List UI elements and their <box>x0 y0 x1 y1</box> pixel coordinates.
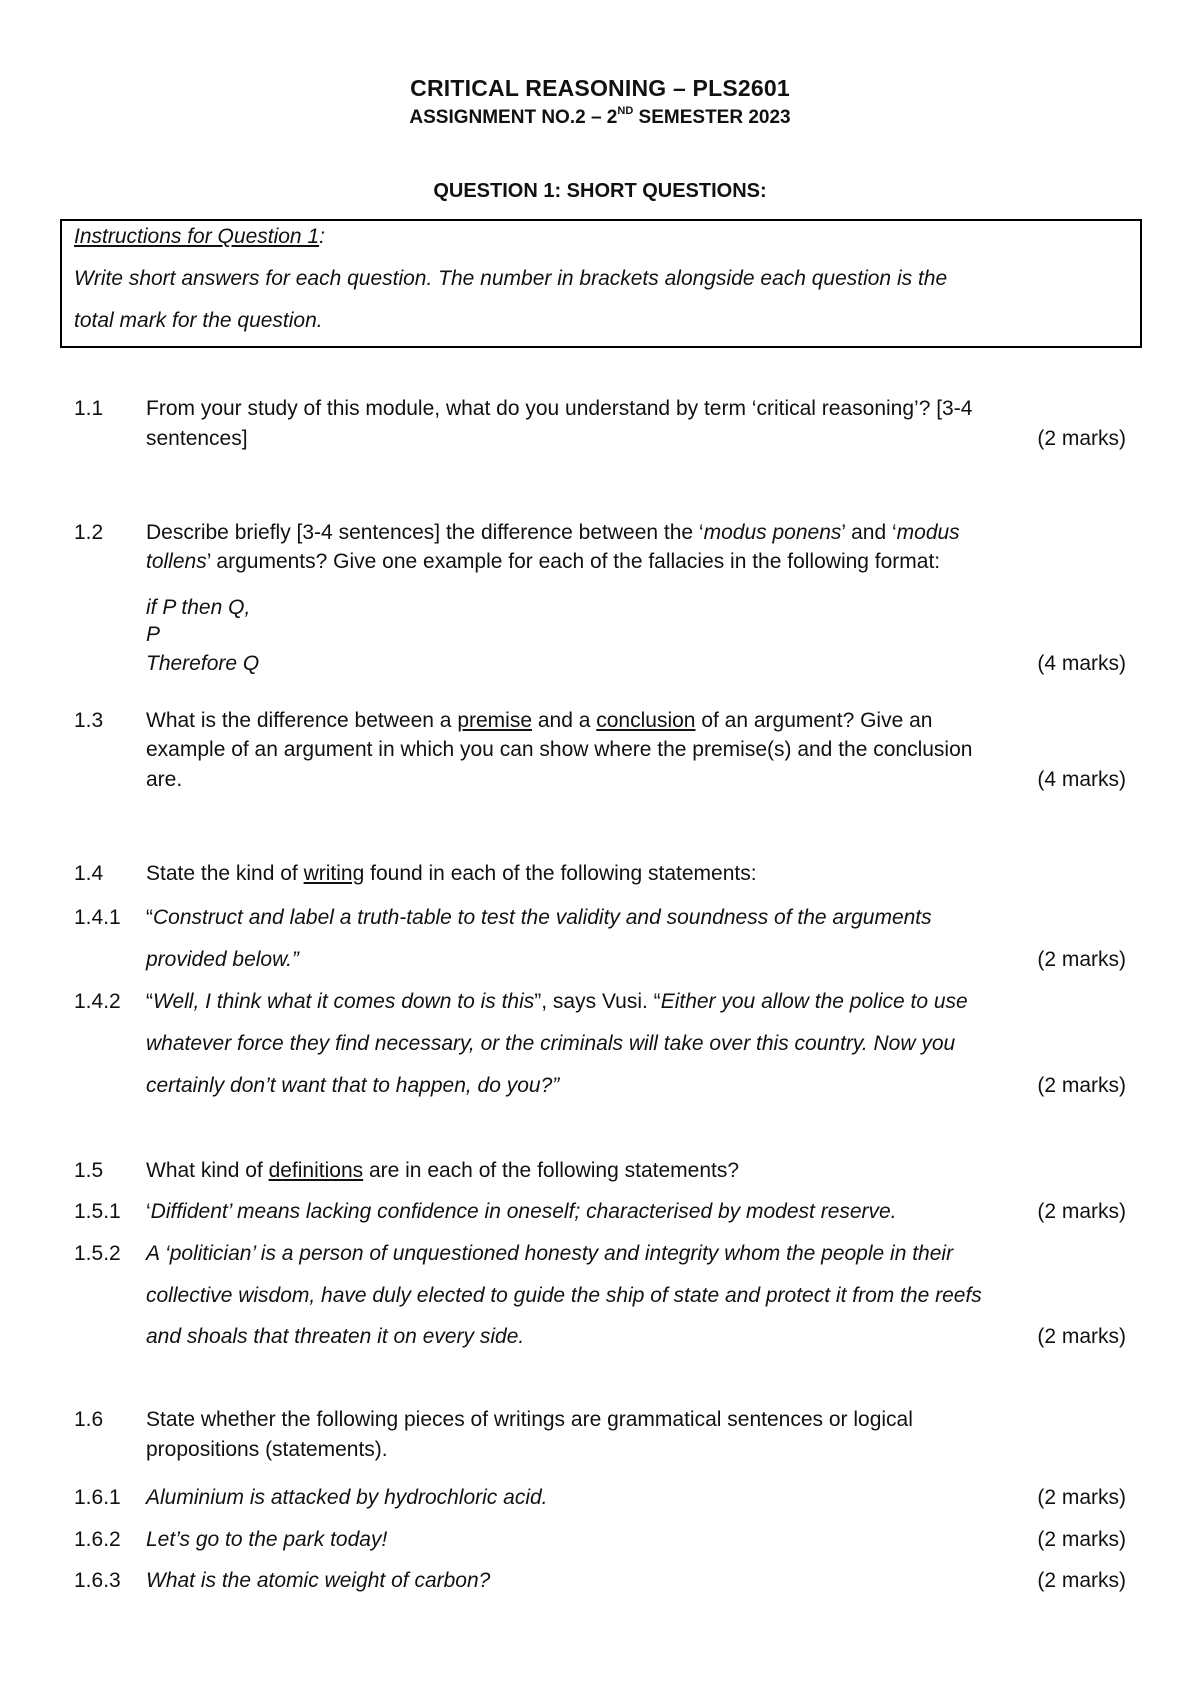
assignment-subtitle: ASSIGNMENT NO.2 – 2ND SEMESTER 2023 <box>409 105 791 128</box>
marks-label: (2 marks) <box>1037 1528 1126 1551</box>
question-text: sentences] <box>146 427 248 450</box>
marks-label: (2 marks) <box>1037 427 1126 450</box>
sub-question-text: “Construct and label a truth-table to test the validity and soundness of the arguments <box>146 906 932 929</box>
sub-question-text: whatever force they find necessary, or the criminals will take over this country. Now you <box>146 1032 956 1055</box>
sub-question-number: 1.6.2 <box>74 1528 121 1551</box>
sub-question-text: provided below.” <box>146 948 299 971</box>
instructions-heading: Instructions for Question 1: <box>74 225 325 248</box>
sub-question-text: A ‘politician’ is a person of unquestioned honesty and integrity whom the people in their <box>146 1242 954 1265</box>
sub-question-text: and shoals that threaten it on every side. <box>146 1325 525 1348</box>
marks-label: (4 marks) <box>1037 768 1126 791</box>
sub-question-text: “Well, I think what it comes down to is this”, says Vusi. “Either you allow the police to use <box>146 990 968 1013</box>
marks-label: (2 marks) <box>1037 1569 1126 1592</box>
sub-question-text: collective wisdom, have duly elected to guide the ship of state and protect it from the reefs <box>146 1284 982 1307</box>
sub-question-number: 1.4.1 <box>74 906 121 929</box>
instructions-box <box>60 219 1142 348</box>
sub-question-text: Let’s go to the park today! <box>146 1528 388 1551</box>
marks-label: (2 marks) <box>1037 948 1126 971</box>
question-text: propositions (statements). <box>146 1438 388 1461</box>
sub-question-number: 1.6.1 <box>74 1486 121 1509</box>
marks-label: (2 marks) <box>1037 1200 1126 1223</box>
sub-question-number: 1.5.2 <box>74 1242 121 1265</box>
question-text: example of an argument in which you can show where the premise(s) and the conclusion <box>146 738 973 761</box>
question-number: 1.6 <box>74 1408 104 1431</box>
question-number: 1.1 <box>74 397 104 420</box>
instructions-line-1: Write short answers for each question. The number in brackets alongside each question is the <box>74 267 948 290</box>
sub-question-text: ‘Diffident’ means lacking confidence in oneself; characterised by modest reserve. <box>146 1200 897 1223</box>
question-heading: QUESTION 1: SHORT QUESTIONS: <box>433 180 767 202</box>
sub-question-text: What is the atomic weight of carbon? <box>146 1569 491 1592</box>
question-number: 1.5 <box>74 1159 104 1182</box>
question-text: State the kind of writing found in each of the following statements: <box>146 862 757 885</box>
sub-question-text: Aluminium is attacked by hydrochloric acid. <box>146 1486 548 1509</box>
format-line: Therefore Q <box>146 652 260 675</box>
document-title: CRITICAL REASONING – PLS2601 <box>410 75 790 101</box>
question-text: From your study of this module, what do you understand by term ‘critical reasoning’? [3-4 <box>146 397 973 420</box>
question-text: Describe briefly [3-4 sentences] the difference between the ‘modus ponens’ and ‘modus <box>146 521 960 544</box>
question-text: are. <box>146 768 183 791</box>
instructions-line-2: total mark for the question. <box>74 309 323 332</box>
format-line: P <box>146 623 161 646</box>
sub-question-number: 1.5.1 <box>74 1200 121 1223</box>
sub-question-text: certainly don’t want that to happen, do you?” <box>146 1074 560 1097</box>
question-number: 1.2 <box>74 521 104 544</box>
sub-question-number: 1.4.2 <box>74 990 121 1013</box>
question-text: tollens’ arguments? Give one example for each of the fallacies in the following format: <box>146 550 941 573</box>
question-text: State whether the following pieces of writings are grammatical sentences or logical <box>146 1408 913 1431</box>
marks-label: (2 marks) <box>1037 1074 1126 1097</box>
sub-question-number: 1.6.3 <box>74 1569 121 1592</box>
marks-label: (2 marks) <box>1037 1486 1126 1509</box>
question-number: 1.3 <box>74 709 104 732</box>
question-text: What kind of definitions are in each of the following statements? <box>146 1159 740 1182</box>
marks-label: (2 marks) <box>1037 1325 1126 1348</box>
format-line: if P then Q, <box>146 596 251 619</box>
question-number: 1.4 <box>74 862 104 885</box>
marks-label: (4 marks) <box>1037 652 1126 675</box>
question-text: What is the difference between a premise and a conclusion of an argument? Give an <box>146 709 933 732</box>
